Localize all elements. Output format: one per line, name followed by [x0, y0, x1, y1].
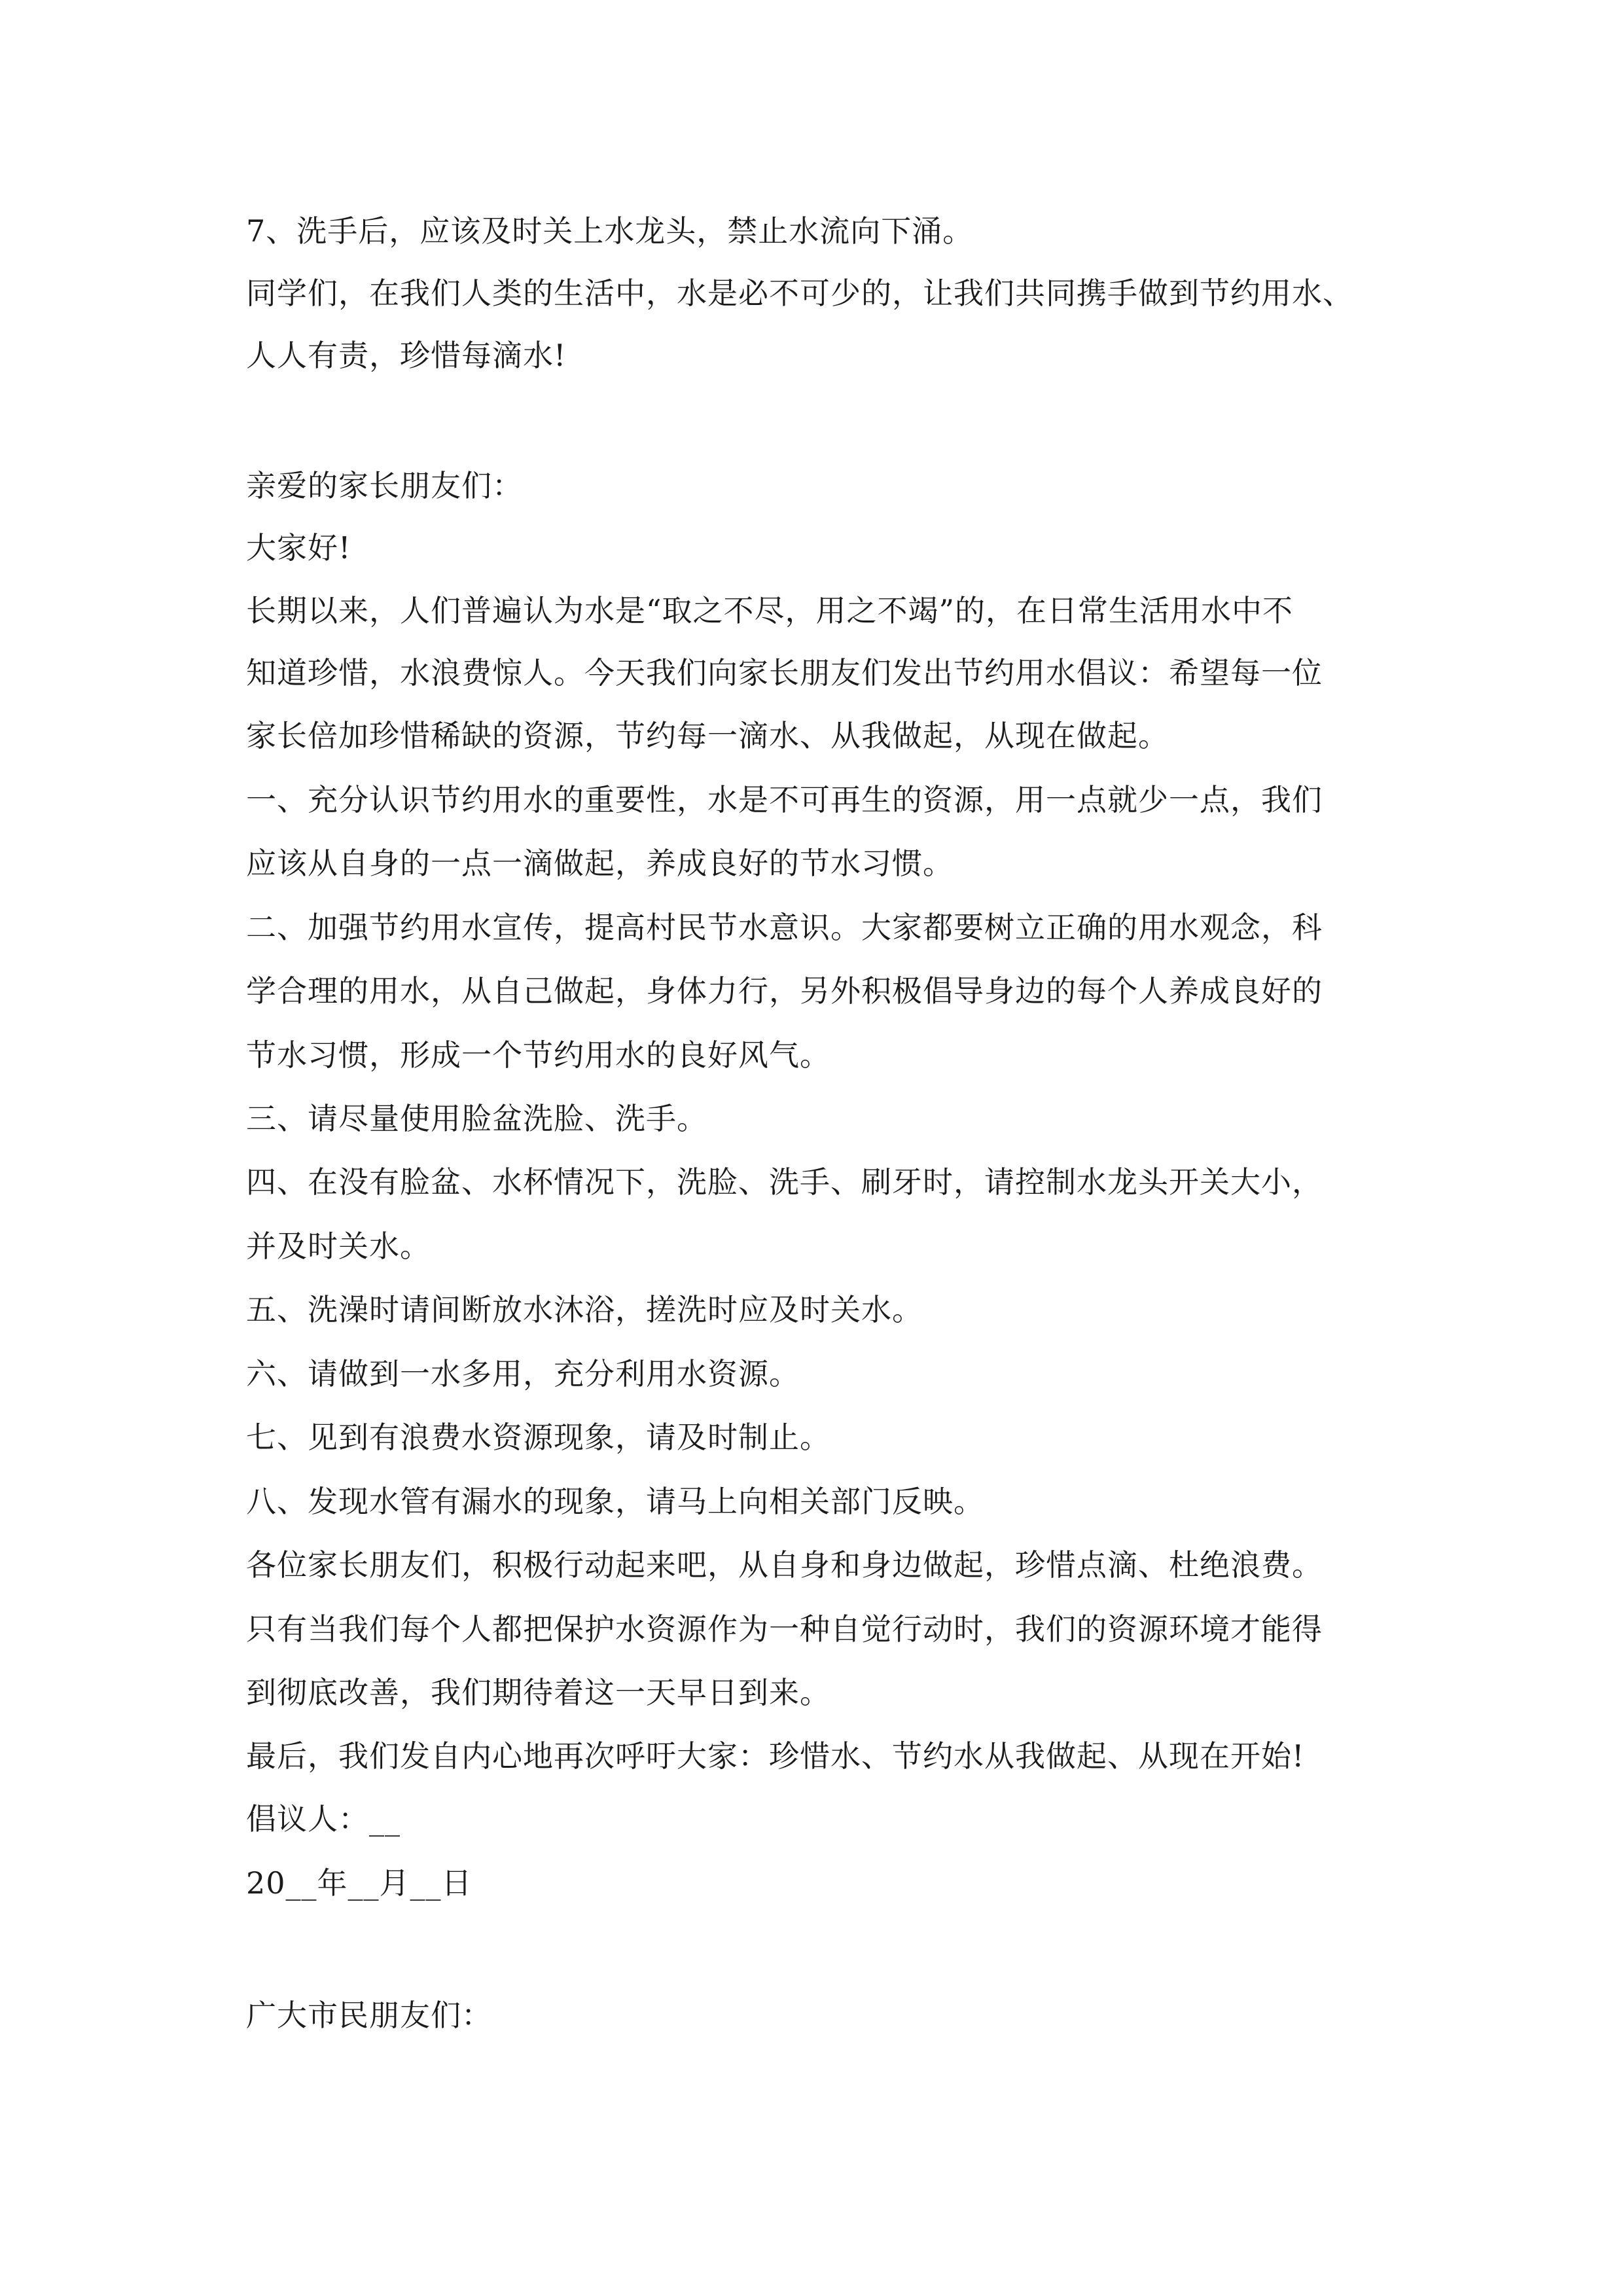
text-line: 四、在没有脸盆、水杯情况下，洗脸、洗手、刷牙时，请控制水龙头开关大小，: [246, 1164, 1323, 1200]
text-line: 长期以来，人们普遍认为水是“取之不尽，用之不竭”的，在日常生活用水中不: [246, 593, 1294, 628]
date-line: 20__年__月__日: [246, 1865, 473, 1901]
text-line: 五、洗澡时请间断放水沐浴，搓洗时应及时关水。: [246, 1292, 923, 1327]
text-line: 知道珍惜，水浪费惊人。今天我们向家长朋友们发出节约用水倡议：希望每一位: [246, 655, 1323, 691]
text-line: 人人有责，珍惜每滴水!: [246, 338, 567, 373]
salutation: 广大市民朋友们：: [246, 1998, 492, 2033]
text-line: 最后，我们发自内心地再次呼吁大家：珍惜水、节约水从我做起、从现在开始!: [246, 1738, 1305, 1774]
text-line: 7、洗手后，应该及时关上水龙头，禁止水流向下涌。: [246, 213, 974, 249]
greeting: 大家好!: [246, 530, 351, 565]
text-line: 六、请做到一水多用，充分利用水资源。: [246, 1356, 800, 1391]
text-line: 家长倍加珍惜稀缺的资源，节约每一滴水、从我做起，从现在做起。: [246, 718, 1169, 753]
text-line: 到彻底改善，我们期待着这一天早日到来。: [246, 1675, 830, 1710]
text-line: 同学们，在我们人类的生活中，水是必不可少的，让我们共同携手做到节约用水、: [246, 276, 1353, 311]
text-line: 各位家长朋友们，积极行动起来吧，从自身和身边做起，珍惜点滴、杜绝浪费。: [246, 1547, 1323, 1583]
text-line: 八、发现水管有漏水的现象，请马上向相关部门反映。: [246, 1484, 984, 1519]
text-line: 七、见到有浪费水资源现象，请及时制止。: [246, 1420, 830, 1455]
salutation: 亲爱的家长朋友们：: [246, 468, 523, 503]
text-line: 学合理的用水，从自己做起，身体力行，另外积极倡导身边的每个人养成良好的: [246, 973, 1323, 1009]
text-line: 二、加强节约用水宣传，提高村民节水意识。大家都要树立正确的用水观念，科: [246, 910, 1323, 945]
text-line: 一、充分认识节约用水的重要性，水是不可再生的资源，用一点就少一点，我们: [246, 782, 1323, 817]
signatory-line: 倡议人：__: [246, 1801, 401, 1837]
text-line: 应该从自身的一点一滴做起，养成良好的节水习惯。: [246, 846, 954, 881]
text-line: 节水习惯，形成一个节约用水的良好风气。: [246, 1037, 830, 1073]
text-line: 三、请尽量使用脸盆洗脸、洗手。: [246, 1101, 707, 1136]
text-line: 并及时关水。: [246, 1229, 431, 1264]
text-line: 只有当我们每个人都把保护水资源作为一种自觉行动时，我们的资源环境才能得: [246, 1611, 1323, 1647]
